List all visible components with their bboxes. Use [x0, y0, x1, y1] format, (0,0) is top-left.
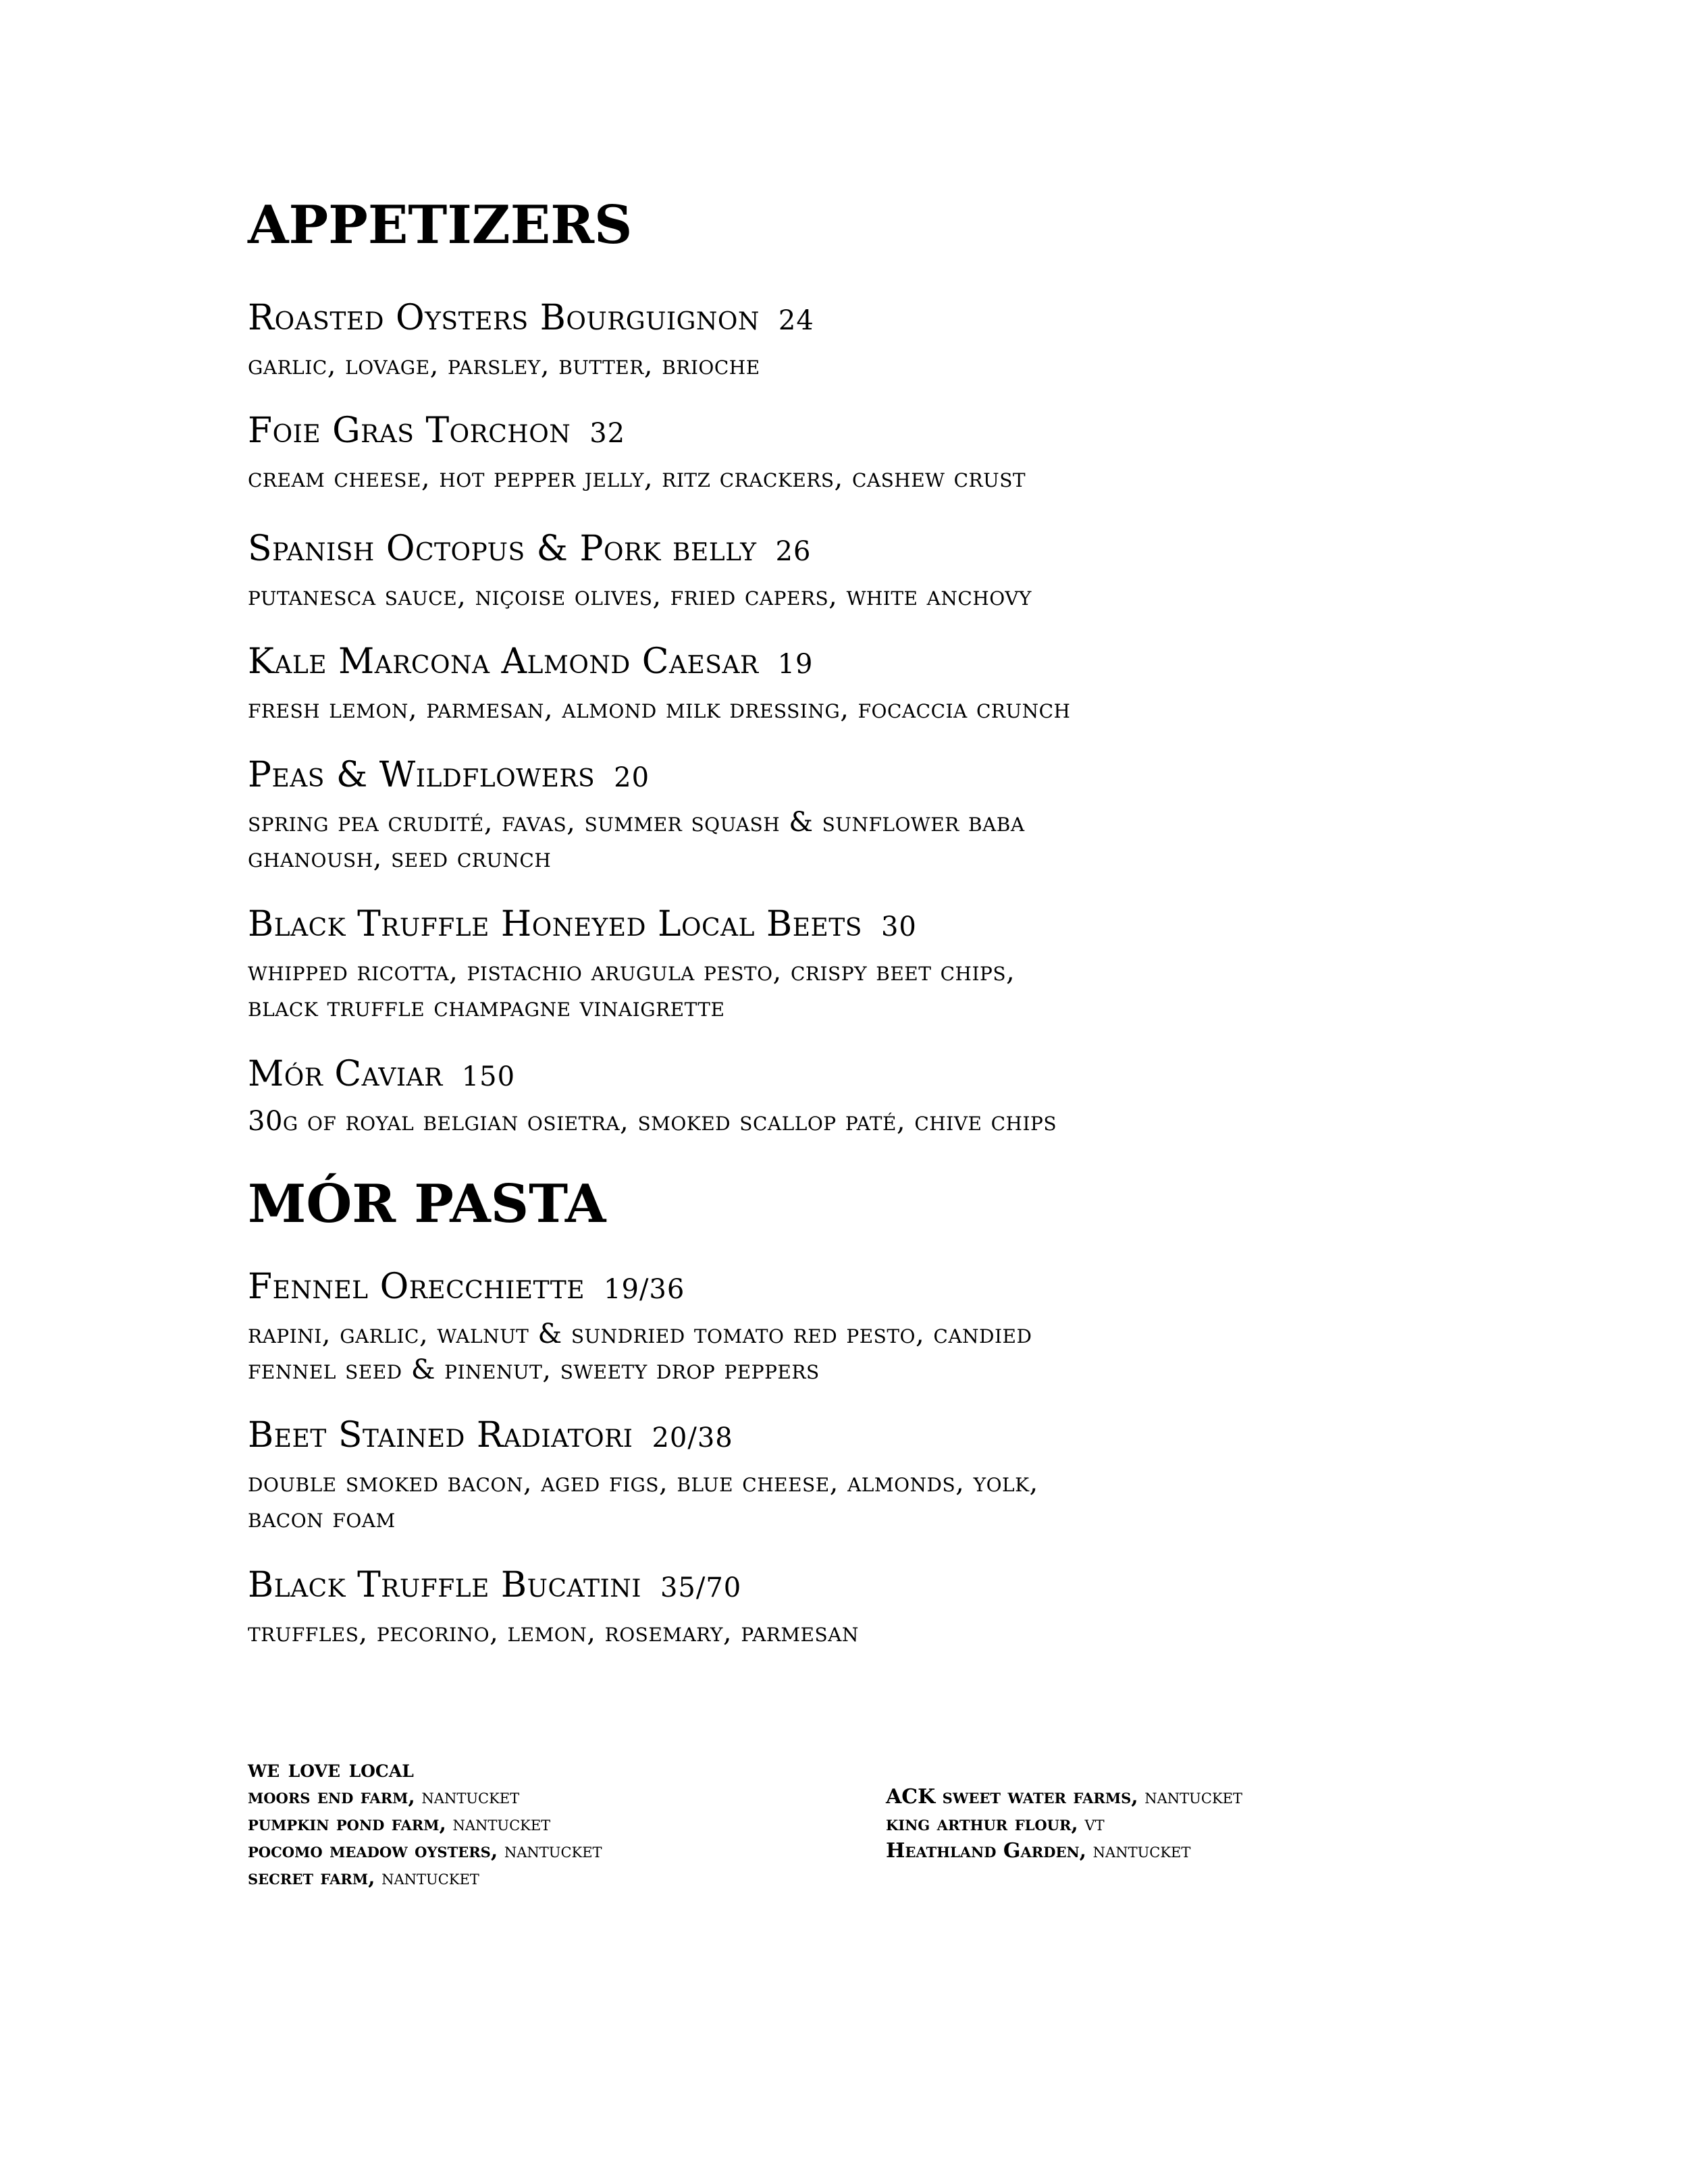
pasta-section — [248, 1173, 1531, 1235]
item-description: truffles, pecorino, lemon, rosemary, parmesan — [248, 1617, 859, 1648]
farm-name: ACK sweet water farms, — [886, 1785, 1138, 1809]
item-description: cream cheese, hot pepper jelly, ritz crackers, cashew crust — [248, 462, 1026, 494]
local-title: we love local — [248, 1755, 414, 1783]
item-name: Beet Stained Radiatori — [248, 1415, 633, 1456]
menu-item — [248, 300, 1531, 383]
local-entry — [886, 1838, 1242, 1865]
item-name: Foie Gras Torchon — [248, 410, 571, 451]
local-entry — [248, 1784, 602, 1811]
item-name: Black Truffle Bucatini — [248, 1565, 641, 1605]
item-description: whipped ricotta, pistachio arugula pesto, crispy beet chips, black truffle champagne vinaigrette — [248, 956, 1016, 1023]
farm-location: nantucket — [452, 1812, 551, 1836]
menu-item — [248, 1269, 1531, 1388]
menu-item — [248, 531, 1531, 614]
item-price: 24 — [778, 305, 814, 336]
item-price: 19/36 — [604, 1274, 685, 1305]
farm-location: nantucket — [421, 1785, 520, 1809]
local-columns — [248, 1784, 1531, 1892]
local-list-right — [886, 1784, 1242, 1865]
farm-location: vt — [1084, 1812, 1105, 1836]
item-description: fresh lemon, parmesan, almond milk dressing, focaccia crunch — [248, 693, 1071, 724]
menu-item — [248, 757, 1531, 876]
item-price: 35/70 — [660, 1572, 742, 1603]
farm-name: pocomo meadow oysters, — [248, 1839, 498, 1863]
farm-location: nantucket — [504, 1839, 602, 1863]
local-entry — [886, 1784, 1242, 1811]
local-sourcing — [248, 1755, 1531, 1892]
farm-location: nantucket — [1092, 1839, 1191, 1863]
item-description: rapini, garlic, walnut & sundried tomato red pesto, candied fennel seed & pinenut, sweety drop peppers — [248, 1319, 1032, 1385]
item-description: spring pea crudité, favas, summer squash & sunflower baba ghanoush, seed crunch — [248, 807, 1025, 874]
item-name: Peas & Wildflowers — [248, 755, 596, 795]
farm-name: secret farm, — [248, 1866, 375, 1890]
farm-name: pumpkin pond farm, — [248, 1812, 446, 1836]
item-price: 32 — [589, 418, 626, 449]
section-title: APPETIZERS — [248, 194, 633, 256]
menu-item — [248, 904, 1531, 1026]
item-description: putanesca sauce, niçoise olives, fried capers, white anchovy — [248, 581, 1032, 612]
local-entry — [886, 1811, 1242, 1838]
item-price: 20 — [614, 762, 650, 793]
local-entry — [248, 1838, 602, 1865]
menu-item — [248, 410, 1531, 496]
menu-item — [248, 1054, 1531, 1140]
item-description: 30g of royal belgian osietra, smoked scallop paté, chive chips — [248, 1106, 1057, 1137]
farm-name: Heathland Garden, — [886, 1839, 1087, 1863]
farm-location: nantucket — [1144, 1785, 1242, 1809]
item-price: 20/38 — [652, 1422, 733, 1454]
item-description: double smoked bacon, aged figs, blue cheese, almonds, yolk, bacon foam — [248, 1467, 1038, 1534]
menu-item — [248, 1415, 1531, 1537]
farm-name: moors end farm, — [248, 1785, 415, 1809]
item-price: 19 — [777, 649, 814, 680]
item-name: Fennel Orecchiette — [248, 1267, 585, 1307]
item-description: garlic, lovage, parsley, butter, brioche — [248, 350, 760, 381]
appetizers-section — [248, 194, 1531, 256]
item-name: Kale Marcona Almond Caesar — [248, 641, 759, 682]
item-name: Mór Caviar — [248, 1054, 443, 1094]
local-entry — [248, 1811, 602, 1838]
menu-item — [248, 1565, 1531, 1651]
item-name: Spanish Octopus & Pork belly — [248, 529, 757, 569]
item-price: 26 — [775, 536, 812, 567]
item-name: Black Truffle Honeyed Local Beets — [248, 904, 862, 944]
farm-name: king arthur flour, — [886, 1812, 1078, 1836]
menu-item — [248, 641, 1531, 727]
local-list-left — [248, 1784, 602, 1892]
item-price: 30 — [880, 911, 917, 942]
item-name: Roasted Oysters Bourguignon — [248, 298, 760, 338]
local-entry — [248, 1865, 602, 1892]
farm-location: nantucket — [381, 1866, 479, 1890]
section-title: MÓR PASTA — [248, 1173, 606, 1235]
item-price: 150 — [461, 1061, 516, 1092]
